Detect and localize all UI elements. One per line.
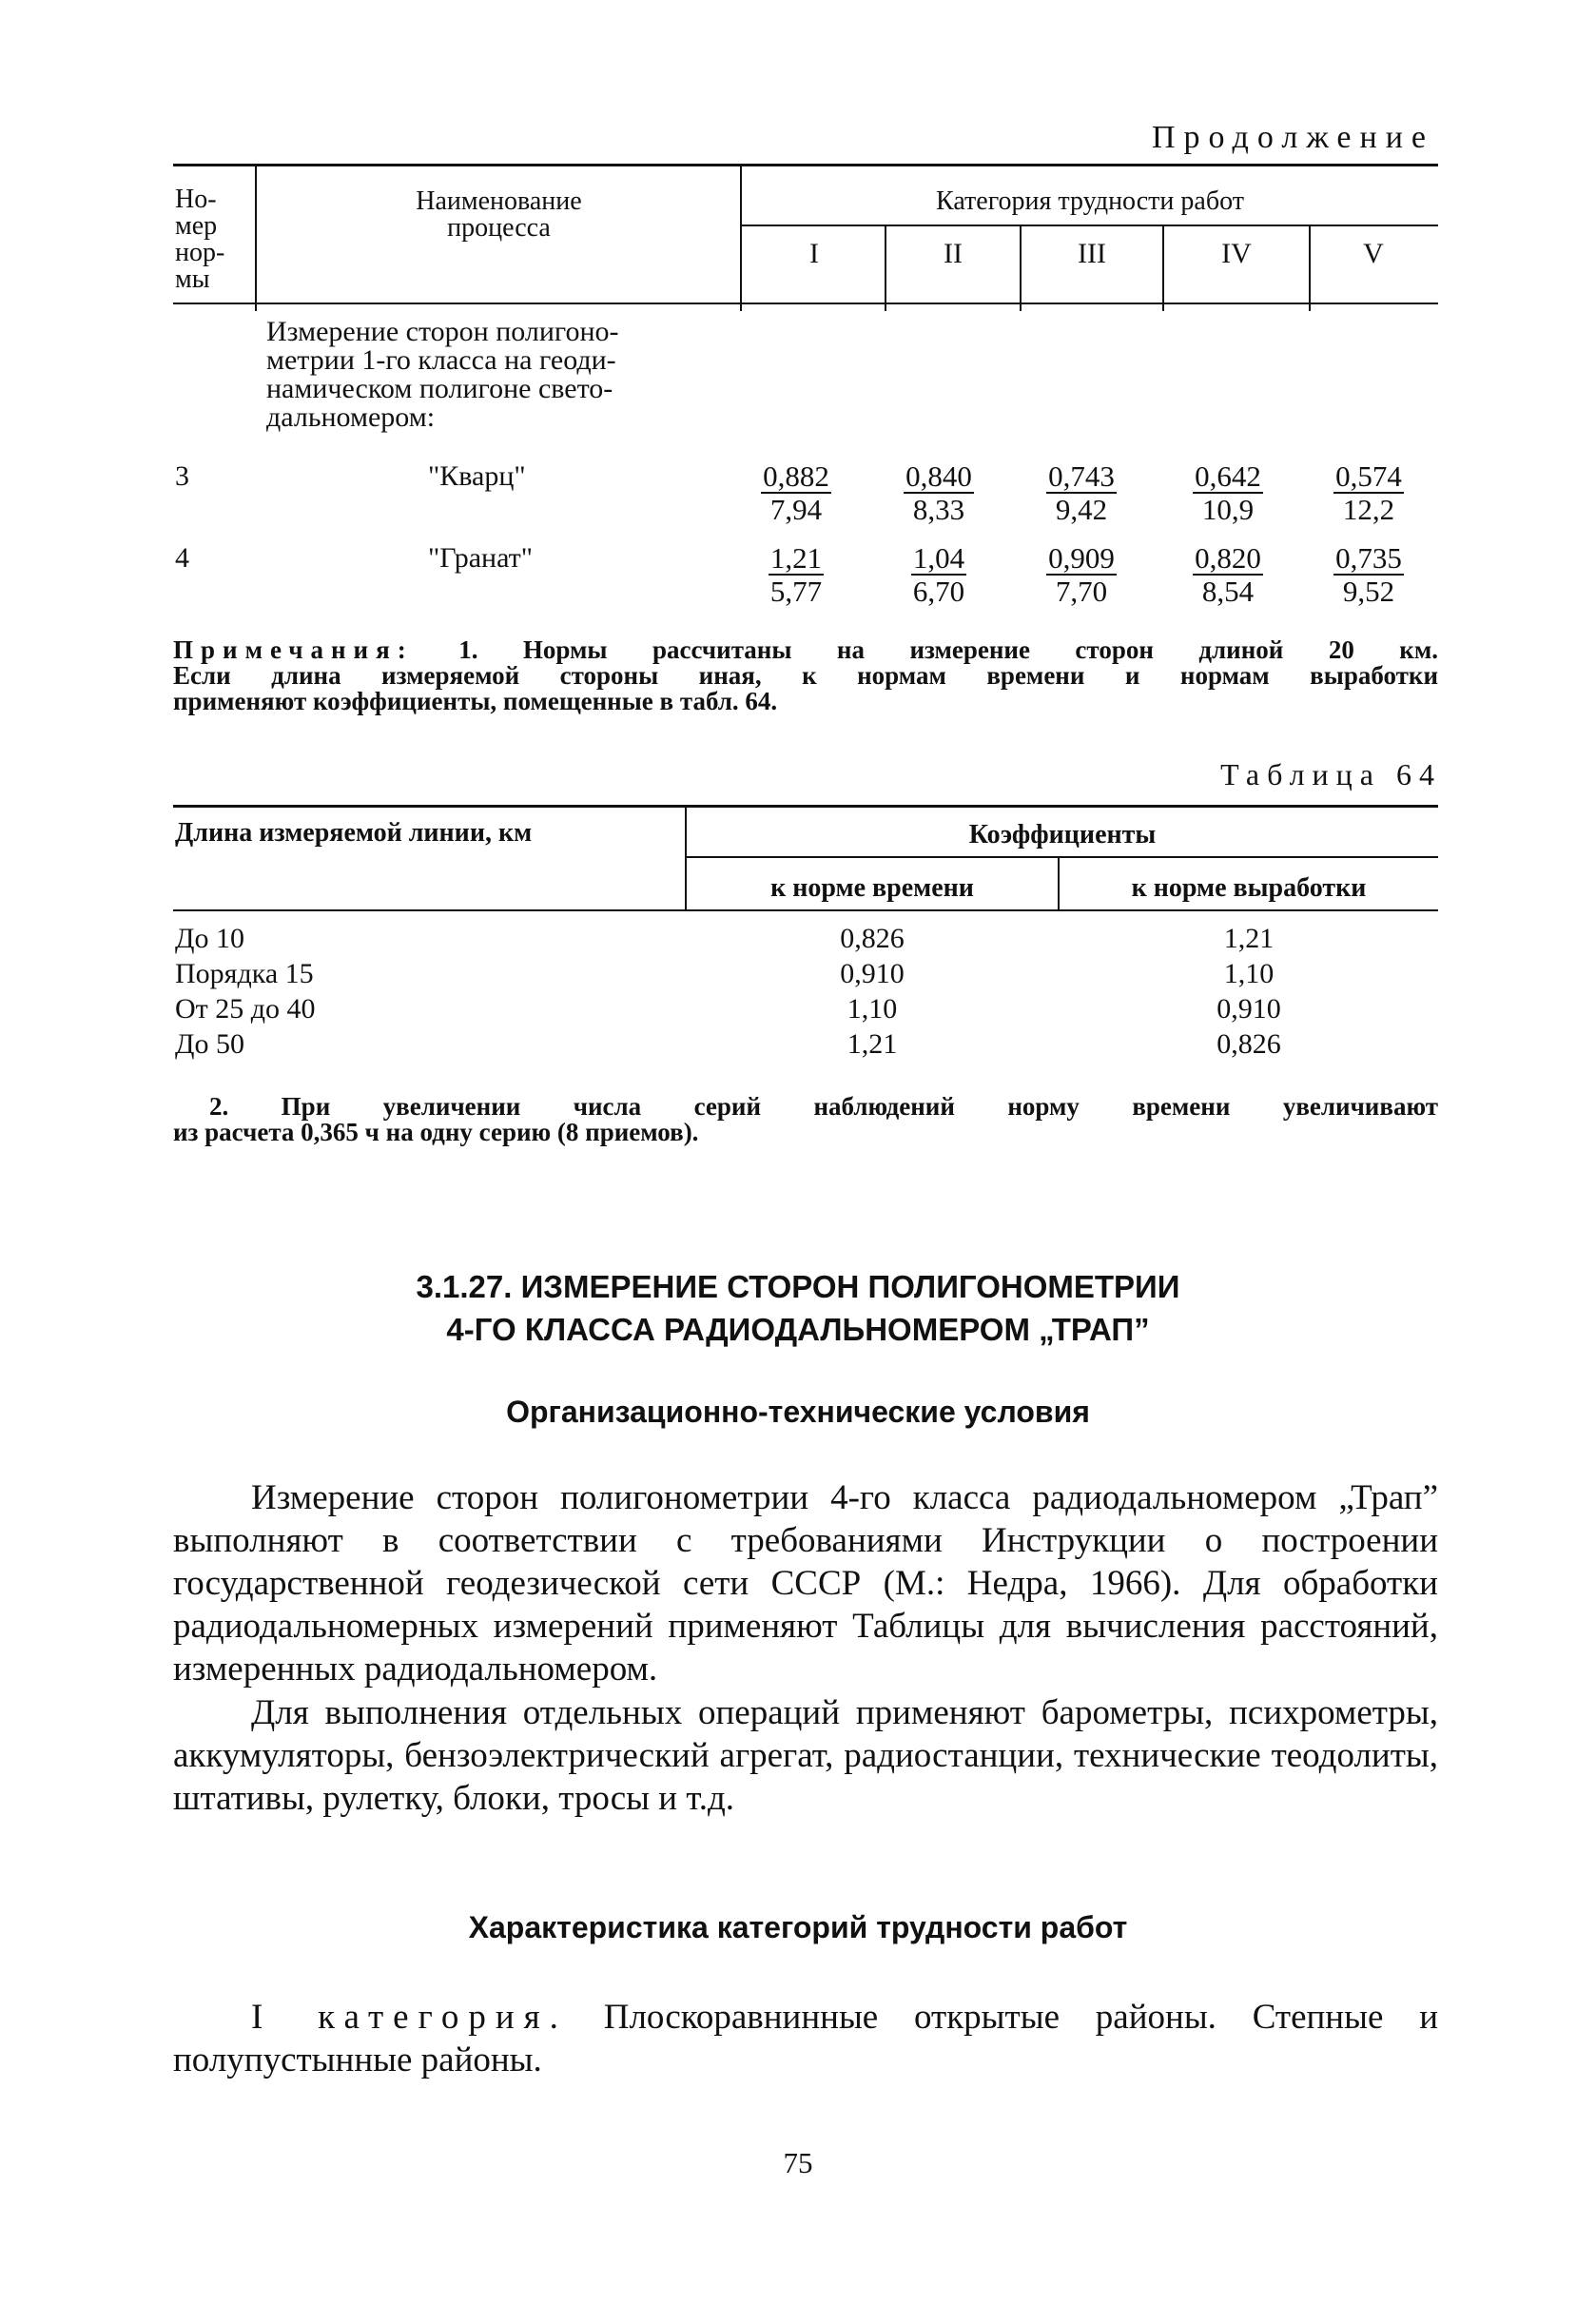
note1-line: Если длина измеряемой стороны иная, к нормам времени и нормам выработки — [173, 661, 1438, 690]
header-process-name — [259, 188, 739, 242]
output-norm: 10,9 — [1201, 493, 1255, 526]
note2-line: 2. При увеличении числа серий наблюдений норму времени увеличивают — [209, 1092, 1438, 1121]
time-norm: 0,743 — [1048, 459, 1115, 493]
section-title-line: 4-ГО КЛАССА РАДИОДАЛЬНОМЕРОМ „ТРАП” — [446, 1312, 1150, 1347]
header-process-line: процесса — [447, 213, 551, 243]
output-norm: 8,54 — [1201, 575, 1255, 608]
header-cat-1: I — [809, 238, 819, 269]
table64-cell: До 50 — [175, 1028, 244, 1060]
table1-cat-rule — [740, 225, 1438, 226]
note2-line: из расчета 0,365 ч на одну серию (8 приемов). — [173, 1118, 699, 1146]
header-cat-4: IV — [1221, 238, 1252, 269]
output-norm: 8,33 — [912, 493, 965, 526]
table1-top-rule — [173, 164, 1438, 166]
category-text: Плоскоравнинные открытые районы. Степные и полупустынные районы. — [173, 1998, 1438, 2079]
output-norm: 5,77 — [769, 575, 823, 608]
section-title — [0, 1265, 1596, 1351]
table64-cell: 1,21 — [847, 1028, 898, 1060]
norm-fraction — [886, 460, 991, 525]
table1-col-divider — [1020, 225, 1022, 311]
time-norm: 1,04 — [912, 541, 965, 575]
time-norm: 0,735 — [1335, 541, 1402, 575]
paragraph-equipment: Для выполнения отдельных операций применяют барометры, психрометры, аккумуляторы, бензоэлектрический агрегат, радиостанции, технические теодолиты, штативы, рулетку, блоки, тросы и т.д. — [173, 1693, 1438, 1818]
table64-header-rule — [173, 909, 1438, 911]
norm-fraction — [1316, 542, 1421, 607]
table64-cell: От 25 до 40 — [175, 993, 316, 1025]
table64-top-rule — [173, 805, 1438, 808]
norm-fraction — [744, 542, 848, 607]
output-norm: 6,70 — [912, 575, 965, 608]
page-number: 75 — [783, 2146, 813, 2179]
header-cat-3: III — [1078, 238, 1106, 269]
table64-cell: 0,826 — [840, 923, 905, 954]
group-title-line: Измерение сторон полигоно- — [266, 316, 619, 347]
time-norm: 0,909 — [1048, 541, 1115, 575]
paragraph-category-1 — [173, 1996, 1438, 2081]
norm-fraction — [744, 460, 848, 525]
norm-fraction — [1029, 542, 1134, 607]
table64-coef-header: Коэффициенты — [968, 820, 1157, 849]
row-number: 3 — [175, 460, 189, 492]
group-title — [266, 318, 713, 432]
output-norm: 9,42 — [1055, 493, 1108, 526]
output-norm: 9,52 — [1342, 575, 1395, 608]
time-norm: 0,882 — [763, 459, 829, 493]
subtitle-categories: Характеристика категорий трудности работ — [468, 1910, 1128, 1944]
note1-text: 1. Нормы рассчитаны на измерение сторон длиной 20 км. — [413, 635, 1438, 664]
table64-cell: 1,21 — [1223, 923, 1275, 954]
table64-cell: 1,10 — [1223, 958, 1275, 989]
norm-fraction — [1176, 460, 1280, 525]
table64-cell: 1,10 — [847, 993, 898, 1025]
output-norm: 7,70 — [1055, 575, 1108, 608]
table64-cell: До 10 — [175, 923, 244, 954]
group-title-line: намическом полигоне свето- — [266, 373, 613, 404]
table64-length-col — [175, 921, 316, 1062]
section-title-line: 3.1.27. ИЗМЕРЕНИЕ СТОРОН ПОЛИГОНОМЕТРИИ — [416, 1269, 1180, 1304]
table64-cell: 0,826 — [1216, 1028, 1281, 1060]
notes-block — [173, 637, 1438, 714]
note1-line — [173, 637, 1438, 663]
table64-output-header: к норме выработки — [1131, 873, 1367, 903]
table64-time-header: к норме времени — [770, 873, 974, 903]
header-number-line: нор- — [175, 238, 225, 267]
notes-label: Примечания: — [173, 635, 414, 664]
time-norm: 0,840 — [905, 459, 972, 493]
table1-col-divider — [1162, 225, 1164, 311]
norm-fraction — [1029, 460, 1134, 525]
time-norm: 0,820 — [1195, 541, 1261, 575]
time-norm: 0,574 — [1335, 459, 1402, 493]
note1-line: применяют коэффициенты, помещенные в табл. 64. — [173, 687, 778, 715]
continuation-label: Продолжение — [1151, 120, 1434, 155]
paragraph-conditions: Измерение сторон полигонометрии 4-го класса радиодальномером „Трап” выполняют в соответствии с требованиями Инструкции о построении государственной геодезической сети СССР (М.: Недра, 1966). Для обработки радиодальномерных измерений применяют Таблицы для вычисления расстояний, измеренных радиодальномером. — [173, 1478, 1438, 1689]
header-process-line: Наименование — [416, 186, 582, 216]
subtitle-conditions: Организационно-технические условия — [506, 1395, 1090, 1429]
table64-cell: Порядка 15 — [175, 958, 314, 989]
group-title-line: метрии 1-го класса на геоди- — [266, 344, 616, 376]
table64-cell: 0,910 — [840, 958, 905, 989]
output-norm: 12,2 — [1342, 493, 1395, 526]
table64-cell: 0,910 — [1216, 993, 1281, 1025]
norm-fraction — [886, 542, 991, 607]
norm-fraction — [1176, 542, 1280, 607]
header-number-line: мы — [175, 264, 210, 294]
header-cat-5: V — [1363, 238, 1384, 269]
row-name: "Кварц" — [428, 460, 526, 492]
table64-output-col — [1060, 921, 1438, 1062]
time-norm: 1,21 — [769, 541, 823, 575]
row-name: "Гранат" — [428, 542, 533, 574]
header-category: Категория трудности работ — [936, 186, 1244, 216]
note2-block — [173, 1094, 1438, 1145]
table1-col-divider — [255, 164, 257, 311]
header-number-line: мер — [175, 211, 218, 241]
output-norm: 7,94 — [769, 493, 823, 526]
header-number-line: Но- — [175, 185, 217, 214]
header-cat-2: II — [944, 238, 963, 269]
table64-coef-rule — [685, 856, 1438, 858]
header-number — [175, 186, 224, 293]
group-title-line: дальномером: — [266, 401, 436, 433]
table64-length-header: Длина измеряемой линии, км — [175, 818, 533, 848]
table1-header-rule — [173, 303, 1438, 304]
norm-fraction — [1316, 460, 1421, 525]
row-number: 4 — [175, 542, 189, 574]
table64-caption: Таблица 64 — [1220, 757, 1442, 791]
time-norm: 0,642 — [1195, 459, 1261, 493]
table1-col-divider — [740, 164, 742, 311]
category-label: I категория. — [251, 1998, 568, 2037]
table64-time-col — [687, 921, 1058, 1062]
